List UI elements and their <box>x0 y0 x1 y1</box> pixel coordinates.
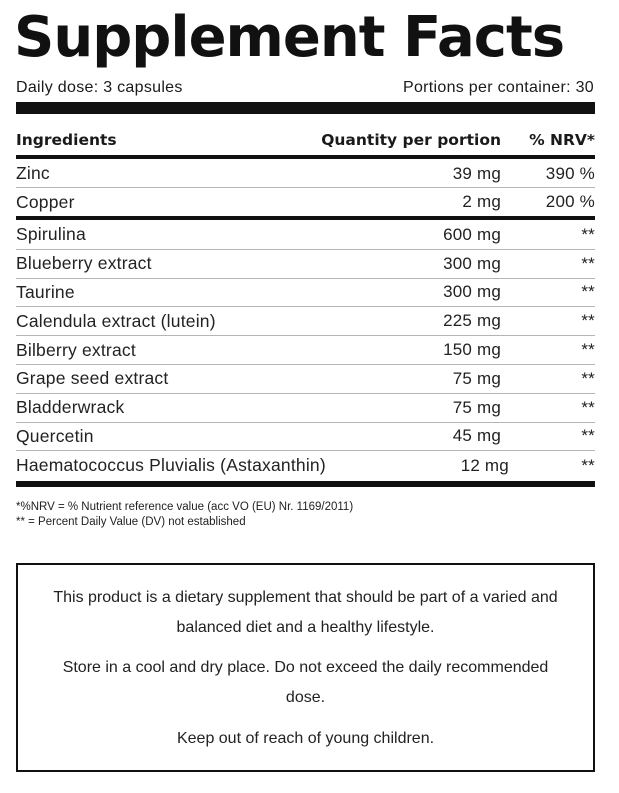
ingredient-name: Calendula extract (lutein) <box>16 310 216 331</box>
mineral-rows <box>16 160 595 216</box>
ingredient-nrv: ** <box>581 455 595 475</box>
ingredient-nrv: ** <box>581 340 595 360</box>
header-ingredients: Ingredients <box>16 131 117 149</box>
ingredient-nrv: ** <box>581 397 595 417</box>
ingredient-quantity: 12 mg <box>460 455 509 475</box>
table-row <box>16 160 595 188</box>
ingredient-nrv: ** <box>581 368 595 388</box>
ingredient-name: Taurine <box>16 281 75 302</box>
ingredient-quantity: 75 mg <box>452 368 501 388</box>
group-divider <box>16 216 595 220</box>
ingredient-name: Quercetin <box>16 425 94 446</box>
table-row <box>16 423 595 452</box>
table-row <box>16 365 595 394</box>
notice-box <box>16 563 595 772</box>
ingredient-quantity: 225 mg <box>443 311 501 331</box>
notice-storage: Store in a cool and dry place. Do not exceed the daily recommended dose. <box>62 659 549 706</box>
ingredient-quantity: 75 mg <box>452 397 501 417</box>
daily-dose: Daily dose: 3 capsules <box>16 79 183 96</box>
header-divider <box>16 155 595 159</box>
ingredient-name: Grape seed extract <box>16 368 169 389</box>
page-title: Supplement Facts <box>14 5 565 70</box>
ingredient-nrv: ** <box>581 282 595 302</box>
table-row <box>16 279 595 308</box>
serving-info <box>16 76 594 100</box>
ingredient-nrv: 390 % <box>545 163 595 183</box>
ingredient-quantity: 150 mg <box>443 340 501 360</box>
ingredient-quantity: 600 mg <box>443 224 501 244</box>
ingredient-nrv: ** <box>581 311 595 331</box>
top-divider <box>16 102 595 114</box>
footnote-nrv: *%NRV = % Nutrient reference value (acc VO (EU) Nr. 1169/2011) <box>16 501 354 513</box>
ingredient-quantity: 45 mg <box>452 426 501 446</box>
table-row <box>16 250 595 279</box>
ingredient-name: Blueberry extract <box>16 253 152 274</box>
extract-rows <box>16 221 595 480</box>
portions-per-container: Portions per container: 30 <box>402 79 594 96</box>
table-row <box>16 394 595 423</box>
table-row <box>16 336 595 365</box>
table-row <box>16 451 595 480</box>
ingredient-name: Copper <box>16 191 75 212</box>
ingredient-name: Zinc <box>16 163 50 183</box>
table-row <box>16 188 595 216</box>
ingredient-quantity: 300 mg <box>443 253 501 273</box>
ingredient-nrv: ** <box>581 224 595 244</box>
ingredient-nrv: ** <box>581 253 595 273</box>
ingredient-quantity: 2 mg <box>462 192 501 211</box>
table-row <box>16 221 595 250</box>
ingredient-name: Bladderwrack <box>16 397 125 418</box>
notice-children: Keep out of reach of young children. <box>176 730 435 747</box>
bottom-divider <box>16 481 595 487</box>
ingredient-name: Bilberry extract <box>16 339 136 360</box>
notice-dietary: This product is a dietary supplement that should be part of a varied and balanced diet and a healthy lifestyle. <box>53 589 558 636</box>
table-header <box>16 126 595 154</box>
header-nrv: % NRV* <box>529 131 595 149</box>
ingredient-name: Spirulina <box>16 224 86 245</box>
ingredient-name: Haematococcus Pluvialis (Astaxanthin) <box>16 455 326 476</box>
header-quantity: Quantity per portion <box>321 131 501 149</box>
ingredient-quantity: 39 mg <box>452 163 501 183</box>
ingredient-nrv: 200 % <box>545 192 595 211</box>
ingredient-quantity: 300 mg <box>443 282 501 302</box>
table-row <box>16 307 595 336</box>
footnote-dv: ** = Percent Daily Value (DV) not established <box>16 516 246 528</box>
ingredient-nrv: ** <box>581 426 595 446</box>
footnotes <box>16 500 595 530</box>
